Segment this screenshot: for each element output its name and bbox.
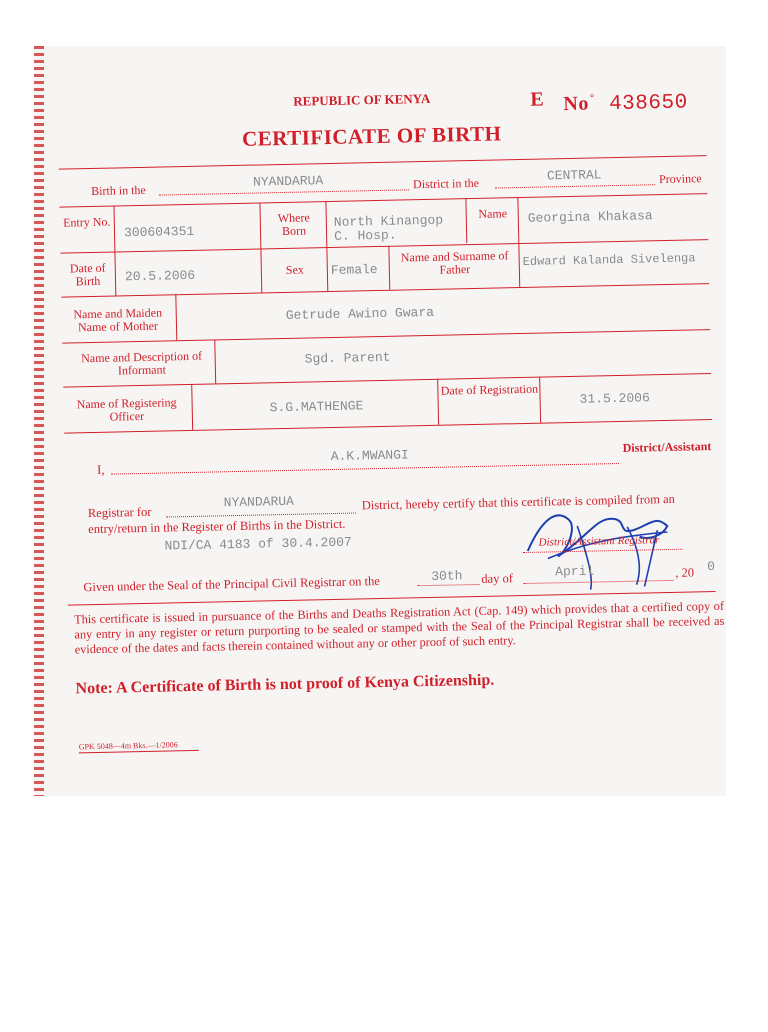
- republic-heading: REPUBLIC OF KENYA: [293, 90, 431, 109]
- reference-value: NDI/CA 4183 of 30.4.2007: [164, 534, 352, 554]
- print-reference: GPK 5048—4m Bks.—1/2006: [78, 740, 178, 752]
- day-of-label: day of: [481, 571, 514, 586]
- citizenship-note: Note: A Certificate of Birth is not proof of Kenya Citizenship.: [75, 671, 495, 698]
- serial-number-value: 438650: [608, 91, 688, 117]
- given-under-seal-text: Given under the Seal of the Principal Civil Registrar on the: [83, 574, 380, 595]
- child-name-label: Name: [478, 206, 508, 221]
- registration-date-value: 31.5.2006: [579, 390, 650, 407]
- rule-1: [59, 193, 707, 208]
- registrar-name-line: [111, 463, 619, 475]
- district-assistant-label: District/Assistant: [622, 439, 712, 455]
- father-name-label: Name and Surname of Father: [400, 248, 509, 277]
- dob-value: 20.5.2006: [124, 267, 196, 285]
- signature-caption: District/Assistant Registrar: [538, 534, 660, 549]
- year-prefix: , 20: [675, 565, 695, 580]
- vline-informant: [214, 339, 216, 383]
- sex-label: Sex: [285, 262, 304, 277]
- where-born-value-2: C. Hosp.: [333, 227, 397, 244]
- entry-return-text: entry/return in the Register of Births in the District.: [88, 516, 346, 537]
- entry-no-value: 300604351: [123, 223, 195, 241]
- sex-value: Female: [330, 262, 378, 278]
- registration-date-label: Date of Registration: [440, 381, 539, 398]
- i-label: I,: [96, 461, 105, 477]
- informant-label: Name and Description of Informant: [81, 348, 203, 378]
- serial-number: [563, 90, 688, 117]
- day-line: [417, 584, 479, 586]
- vline-officer: [191, 384, 193, 430]
- entry-no-label: Entry No.: [62, 214, 111, 230]
- vline-reg-date-value: [539, 377, 541, 423]
- mother-name-value: Getrude Awino Gwara: [285, 304, 435, 323]
- father-name-value: Edward Kalanda Sivelenga: [522, 251, 696, 269]
- where-born-label: Where Born: [277, 210, 310, 239]
- given-year-value: 0: [706, 559, 716, 575]
- registrar-for-value: NYANDARUA: [223, 493, 295, 511]
- rule-top: [59, 155, 707, 170]
- certificate-title: CERTIFICATE OF BIRTH: [241, 121, 502, 151]
- birth-in-label: Birth in the: [90, 182, 146, 198]
- certify-text: District, hereby certify that this certificate is compiled from an: [361, 491, 675, 513]
- serial-series: E: [530, 88, 544, 111]
- serial-number-label: No: [563, 92, 590, 116]
- district-in-label: District in the: [412, 175, 480, 192]
- serial-number-degree: °: [588, 93, 597, 106]
- district-dotted-line: [159, 189, 409, 195]
- birth-district-value: NYANDARUA: [252, 173, 324, 190]
- dob-label: Date of Birth: [69, 260, 106, 289]
- registering-officer-label: Name of Registering Officer: [76, 395, 177, 424]
- province-dotted-line: [495, 184, 655, 188]
- rule-3: [61, 283, 709, 298]
- where-born-value-1: North Kinangop: [333, 212, 444, 230]
- child-name-value: Georgina Khakasa: [527, 208, 653, 226]
- registrar-for-label: Registrar for: [87, 504, 152, 521]
- registering-officer-value: S.G.MATHENGE: [269, 398, 364, 416]
- vline-mother: [175, 294, 177, 340]
- mother-name-label: Name and Maiden Name of Mother: [73, 305, 163, 335]
- birth-province-value: CENTRAL: [546, 167, 602, 184]
- legal-notice: This certificate is issued in pursuance of the Births and Deaths Registration Act (Cap. 149) which provides that a certified copy of any entry in any register or return purporting to be sealed or stamped with the Seal of the Principal Registrar shall be received as evidence of the dates and facts therein contained without any or other proof of such entry.: [73, 598, 725, 657]
- registrar-name-value: A.K.MWANGI: [330, 447, 409, 465]
- informant-value: Sgd. Parent: [304, 349, 391, 367]
- given-day-value: 30th: [431, 568, 463, 584]
- province-label: Province: [658, 171, 702, 187]
- given-month-value: April: [555, 563, 595, 580]
